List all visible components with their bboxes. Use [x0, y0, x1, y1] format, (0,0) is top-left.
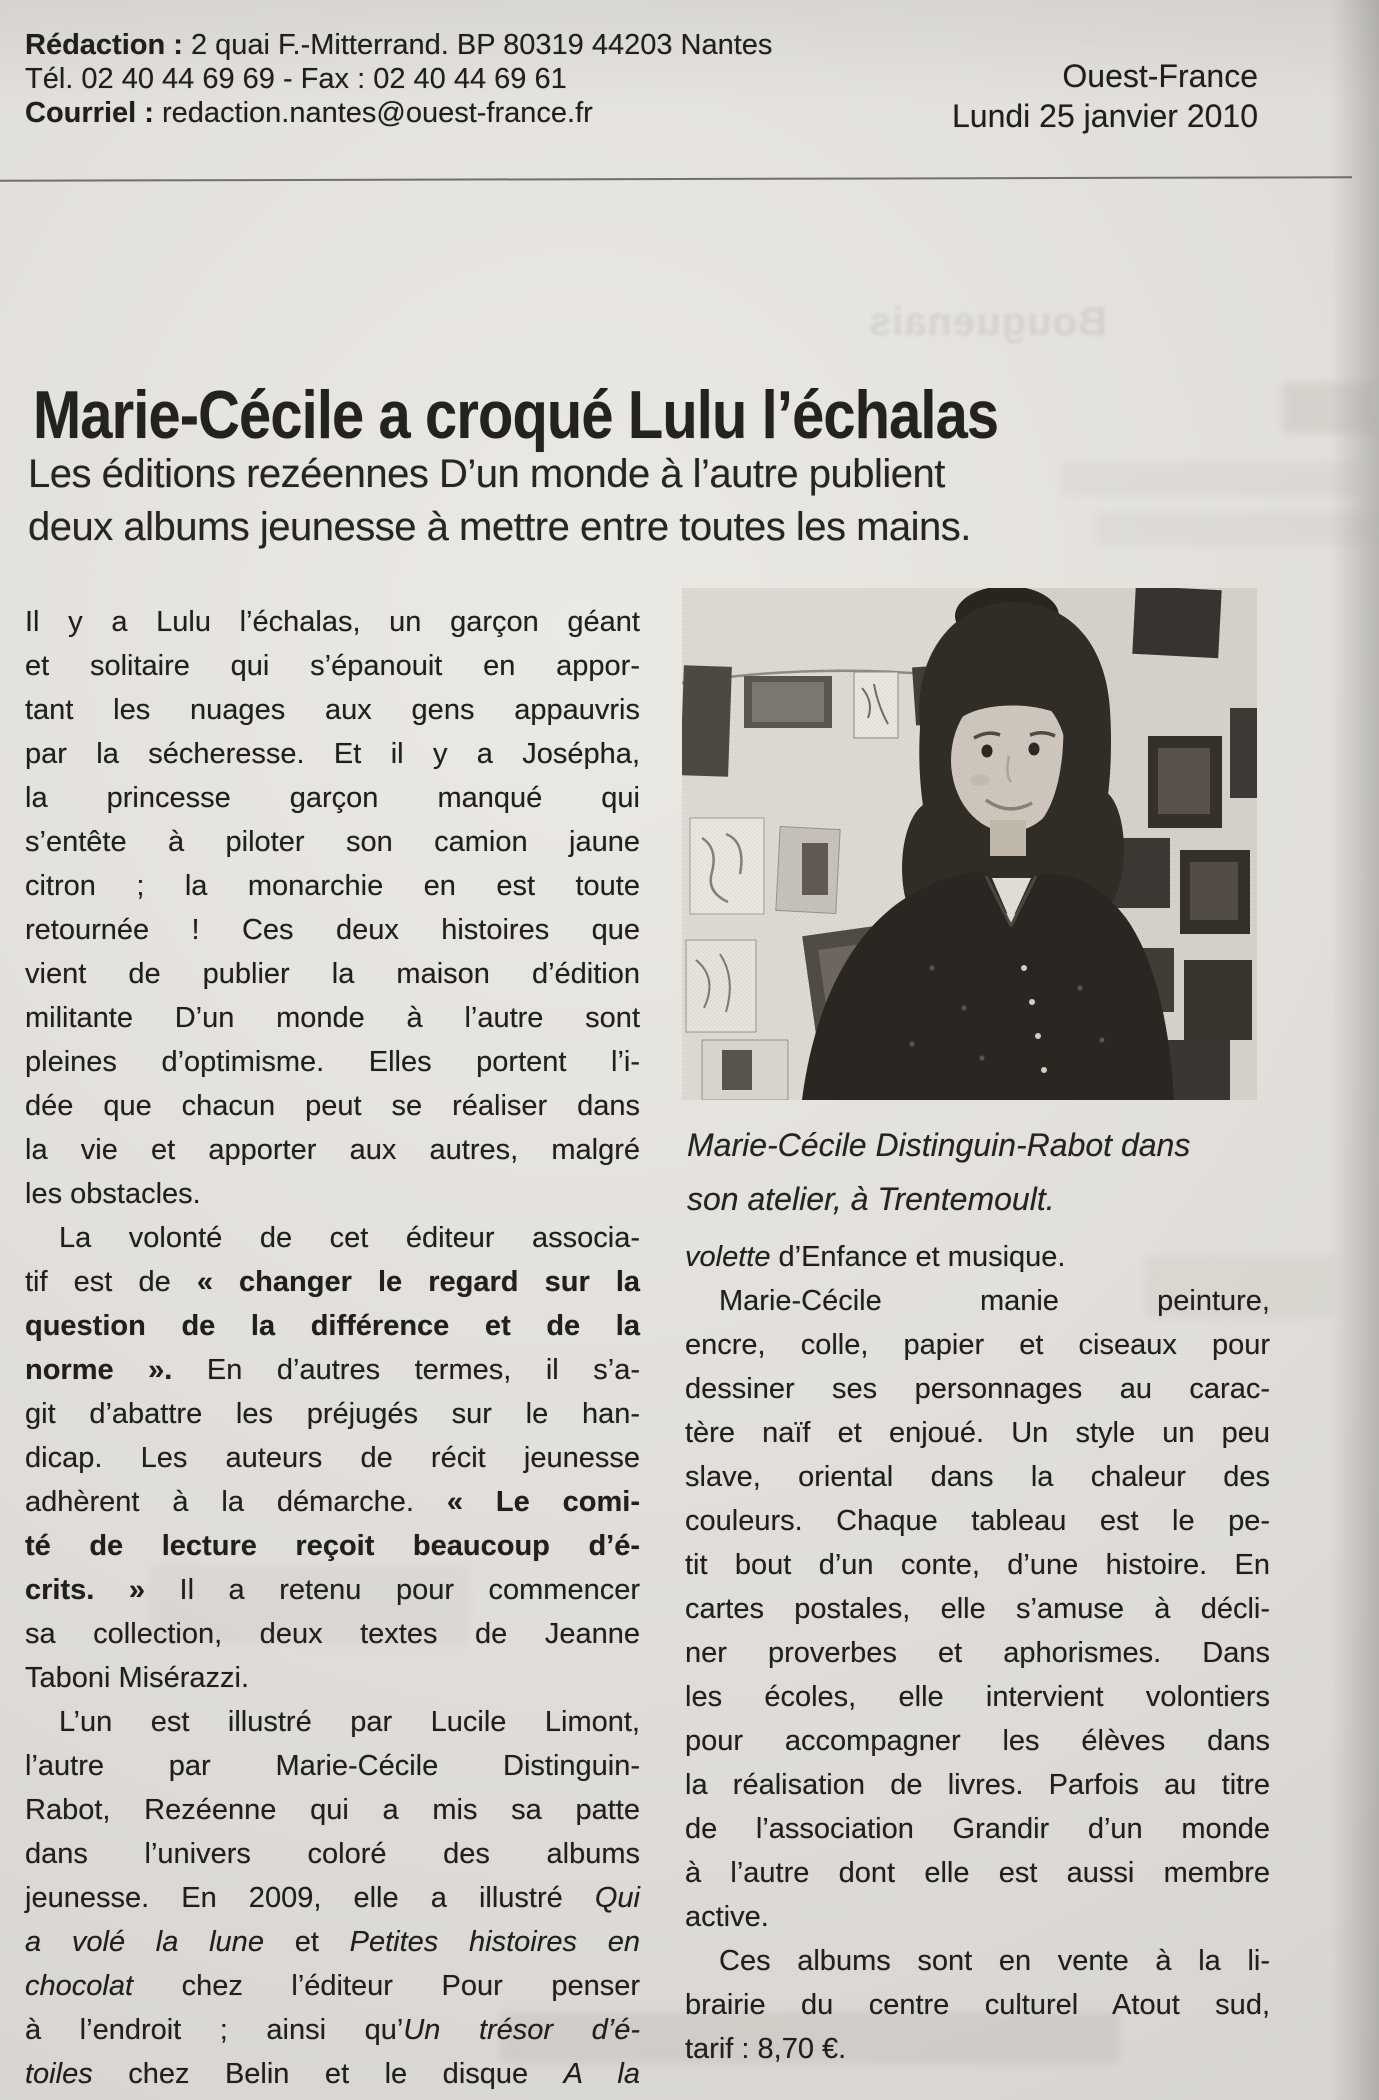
- text-segment: et solitaire qui s’épanouit en appor-: [25, 650, 640, 682]
- text-segment: tant les nuages aux gens appauvris: [25, 694, 640, 726]
- text-line: [25, 1876, 640, 1920]
- text-line: [25, 644, 640, 688]
- text-line: [25, 1612, 640, 1656]
- text-segment: Un trésor d’é-: [403, 2014, 640, 2046]
- text-line: [25, 1260, 640, 1304]
- text-segment: à l’autre dont elle est aussi membre: [685, 1857, 1270, 1889]
- text-line: [25, 1084, 640, 1128]
- text-line: [685, 2027, 1270, 2071]
- text-line: [25, 1524, 640, 1568]
- edition-date: Lundi 25 janvier 2010: [951, 98, 1258, 134]
- text-line: [685, 1367, 1270, 1411]
- text-segment: chez Belin et le disque: [92, 2058, 564, 2090]
- text-segment: Petites histoires en: [349, 1926, 640, 1958]
- article-column-right: [685, 1235, 1270, 2071]
- text-line: [685, 1411, 1270, 1455]
- bleedthrough-bar: [1060, 462, 1360, 496]
- text-line: [685, 1543, 1270, 1587]
- article-column-left: [25, 600, 640, 2096]
- redaction-label: Rédaction :: [25, 29, 183, 61]
- text-line: [25, 688, 640, 732]
- text-segment: crits. »: [25, 1574, 145, 1606]
- text-line: [25, 908, 640, 952]
- text-segment: pleines d’optimisme. Elles portent l’i-: [25, 1046, 640, 1078]
- text-segment: question de la différence et de la: [25, 1310, 640, 1342]
- text-line: [25, 1920, 640, 1964]
- text-line: [25, 820, 640, 864]
- text-segment: pour accompagner les élèves dans: [685, 1725, 1270, 1757]
- text-segment: la vie et apporter aux autres, malgré: [25, 1134, 640, 1166]
- masthead-contact-block: [25, 28, 772, 130]
- text-segment: la princesse garçon manqué qui: [25, 782, 640, 814]
- text-segment: active.: [685, 1901, 769, 1933]
- text-line: [25, 1832, 640, 1876]
- text-segment: Qui: [594, 1882, 640, 1914]
- text-line: [685, 1763, 1270, 1807]
- text-segment: d’Enfance et musique.: [770, 1241, 1066, 1273]
- photo-marie-cecile-atelier: [682, 588, 1257, 1100]
- text-line: [685, 1323, 1270, 1367]
- text-segment: adhèrent à la démarche.: [25, 1486, 447, 1518]
- text-segment: encre, colle, papier et ciseaux pour: [685, 1329, 1270, 1361]
- text-segment: git d’abattre les préjugés sur le han-: [25, 1398, 640, 1430]
- text-line: [685, 1807, 1270, 1851]
- text-line: [685, 1631, 1270, 1675]
- text-line: [25, 1172, 640, 1216]
- article-headline: Marie-Cécile a croqué Lulu l’échalas: [33, 377, 999, 453]
- text-segment: brairie du centre culturel Atout sud,: [685, 1989, 1270, 2021]
- text-line: [25, 1656, 640, 1700]
- text-segment: citron ; la monarchie en est toute: [25, 870, 640, 902]
- redaction-line: [25, 28, 772, 62]
- text-segment: Taboni Misérazzi.: [25, 1662, 250, 1694]
- text-line: [685, 1939, 1270, 1983]
- text-segment: les obstacles.: [25, 1178, 201, 1210]
- text-segment: La volonté de cet éditeur associa-: [59, 1222, 640, 1254]
- redaction-address: 2 quai F.-Mitterrand. BP 80319 44203 Nantes: [182, 29, 773, 61]
- photo-halftone-overlay: [682, 588, 1257, 1100]
- article-standfirst: [28, 448, 971, 554]
- text-line: [685, 1279, 1270, 1323]
- text-line: [25, 1304, 640, 1348]
- text-segment: chez l’éditeur Pour penser: [133, 1970, 640, 2002]
- text-segment: L’un est illustré par Lucile Limont,: [59, 1706, 640, 1738]
- text-segment: la réalisation de livres. Parfois au titre: [685, 1769, 1270, 1801]
- bleedthrough-bar: [1282, 382, 1374, 434]
- text-segment: vient de publier la maison d’édition: [25, 958, 640, 990]
- text-segment: à l’endroit ; ainsi qu’: [25, 2014, 404, 2046]
- text-line: [25, 1788, 640, 1832]
- courriel-address: redaction.nantes@ouest-france.fr: [153, 97, 593, 129]
- text-segment: cartes postales, elle s’amuse à décli-: [685, 1593, 1270, 1625]
- text-segment: Ces albums sont en vente à la li-: [719, 1945, 1270, 1977]
- text-segment: slave, oriental dans la chaleur des: [685, 1461, 1270, 1493]
- text-segment: volette: [685, 1241, 771, 1273]
- standfirst-line: deux albums jeunesse à mettre entre toutes les mains.: [28, 505, 971, 549]
- text-segment: dans l’univers coloré des albums: [25, 1838, 640, 1870]
- standfirst-line: Les éditions rezéennes D’un monde à l’autre publient: [28, 452, 945, 496]
- courriel-label: Courriel :: [25, 97, 154, 129]
- text-segment: « Le comi-: [446, 1486, 640, 1518]
- text-line: [25, 1964, 640, 2008]
- photo-caption: [687, 1118, 1262, 1226]
- text-segment: tit bout d’un conte, d’une histoire. En: [685, 1549, 1270, 1581]
- text-segment: militante D’un monde à l’autre sont: [25, 1002, 640, 1034]
- paper-name: Ouest-France: [1062, 58, 1258, 94]
- text-segment: té de lecture reçoit beaucoup d’é-: [25, 1530, 640, 1562]
- text-line: [25, 2052, 640, 2096]
- text-line: [25, 1040, 640, 1084]
- text-segment: et: [263, 1926, 350, 1958]
- text-line: [25, 2008, 640, 2052]
- text-segment: ner proverbes et aphorismes. Dans: [685, 1637, 1270, 1669]
- text-segment: Rabot, Rezéenne qui a mis sa patte: [25, 1794, 640, 1826]
- text-line: [685, 1455, 1270, 1499]
- text-line: [685, 1851, 1270, 1895]
- text-line: [25, 864, 640, 908]
- text-line: [25, 1436, 640, 1480]
- text-segment: sa collection, deux textes de Jeanne: [25, 1618, 640, 1650]
- text-segment: Il a retenu pour commencer: [144, 1574, 641, 1606]
- text-line: [685, 1983, 1270, 2027]
- text-segment: jeunesse. En 2009, elle a illustré: [25, 1882, 595, 1914]
- text-line: [25, 1348, 640, 1392]
- text-line: [25, 1480, 640, 1524]
- text-segment: tère naïf et enjoué. Un style un peu: [685, 1417, 1270, 1449]
- text-segment: tarif : 8,70 €.: [685, 2033, 847, 2065]
- text-line: [685, 1895, 1270, 1939]
- text-segment: En d’autres termes, il s’a-: [172, 1354, 640, 1386]
- text-segment: norme ».: [25, 1354, 173, 1386]
- text-line: [25, 1744, 640, 1788]
- text-segment: toiles: [25, 2058, 93, 2090]
- tel-fax-line: Tél. 02 40 44 69 69 - Fax : 02 40 44 69 61: [25, 63, 567, 95]
- text-segment: dessiner ses personnages au carac-: [685, 1373, 1270, 1405]
- text-line: [25, 1700, 640, 1744]
- text-line: [685, 1719, 1270, 1763]
- text-segment: a volé la lune: [25, 1926, 264, 1958]
- text-line: [685, 1235, 1270, 1279]
- header-divider-rule: [0, 176, 1352, 182]
- text-line: [25, 952, 640, 996]
- text-segment: les écoles, elle intervient volontiers: [685, 1681, 1270, 1713]
- text-segment: couleurs. Chaque tableau est le pe-: [685, 1505, 1270, 1537]
- text-segment: « changer le regard sur la: [196, 1266, 641, 1298]
- text-segment: l’autre par Marie-Cécile Distinguin-: [25, 1750, 640, 1782]
- text-line: [25, 1128, 640, 1172]
- text-segment: par la sécheresse. Et il y a Josépha,: [25, 738, 640, 770]
- caption-line: son atelier, à Trentemoult.: [687, 1181, 1055, 1217]
- text-segment: Marie-Cécile manie peinture,: [719, 1285, 1270, 1317]
- text-line: [25, 732, 640, 776]
- text-line: [25, 776, 640, 820]
- text-line: [25, 1216, 640, 1260]
- text-segment: s’entête à piloter son camion jaune: [25, 826, 640, 858]
- text-segment: dée que chacun peut se réaliser dans: [25, 1090, 640, 1122]
- masthead-edition-block: [952, 56, 1258, 136]
- text-line: [25, 1392, 640, 1436]
- text-line: [685, 1675, 1270, 1719]
- text-segment: chocolat: [25, 1970, 134, 2002]
- text-segment: dicap. Les auteurs de récit jeunesse: [25, 1442, 640, 1474]
- bleedthrough-bouguenais: Bouguenais: [868, 300, 1107, 344]
- bleedthrough-bar: [1095, 512, 1375, 546]
- text-line: [25, 1568, 640, 1612]
- text-segment: retournée ! Ces deux histoires que: [25, 914, 640, 946]
- text-line: [685, 1587, 1270, 1631]
- text-segment: de l’association Grandir d’un monde: [685, 1813, 1270, 1845]
- caption-line: Marie-Cécile Distinguin-Rabot dans: [687, 1127, 1191, 1163]
- text-segment: Il y a Lulu l’échalas, un garçon géant: [25, 606, 640, 638]
- text-segment: tif est de: [25, 1266, 197, 1298]
- courriel-line: [25, 96, 772, 130]
- text-segment: A la: [563, 2058, 640, 2090]
- text-line: [25, 600, 640, 644]
- text-line: [25, 996, 640, 1040]
- text-line: [685, 1499, 1270, 1543]
